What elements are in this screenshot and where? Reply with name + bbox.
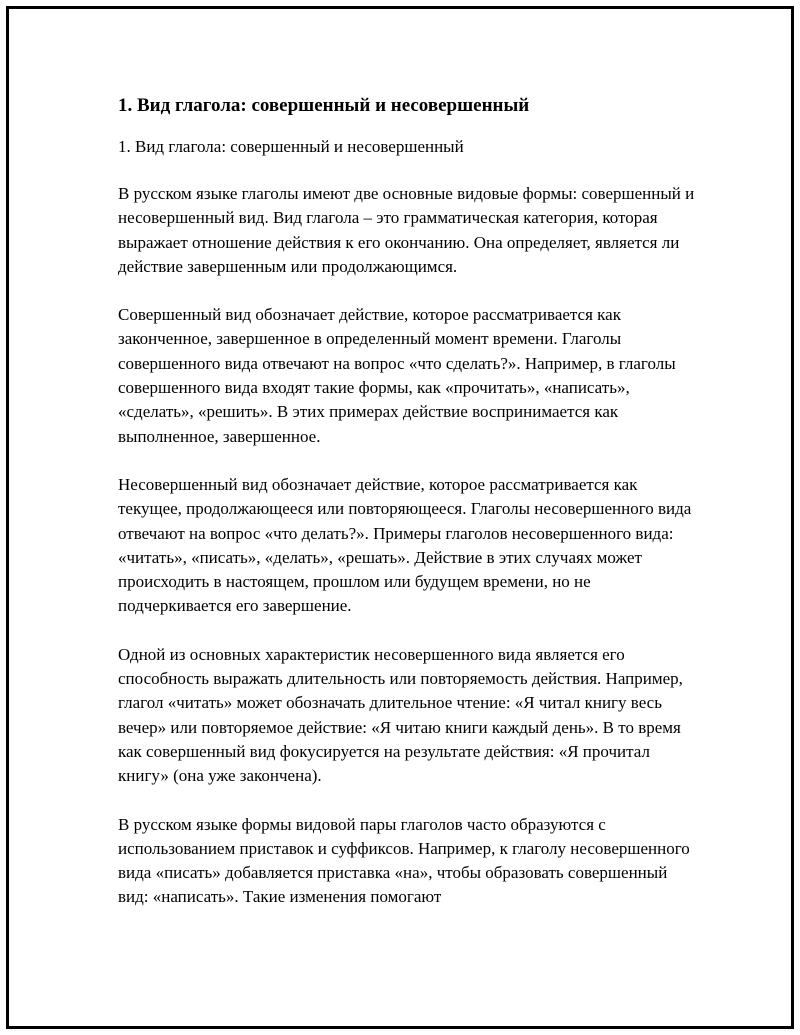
paragraph-4: Одной из основных характеристик несовершенного вида является его способность выражать длительность или повторяемость действия. Например, глагол «читать» может обозначать длительное чтение: «Я читал книгу весь вечер» или повторяемое действие: «Я читаю книги каждый день». В то время как совершенный вид фокусируется на результате действия: «Я прочитал книгу» (она уже закончена). xyxy=(118,644,683,786)
paragraph-3: Несовершенный вид обозначает действие, которое рассматривается как текущее, продолжающееся или повторяющееся. Глаголы несовершенного вида отвечают на вопрос «что делать?». Примеры глаголов несовершенного вида: «читать», «писать», «делать», «решать». Действие в этих случаях может происходить в настоящем, прошлом или будущем времени, но не подчеркивается его завершение. xyxy=(118,474,692,616)
section-subtitle: 1. Вид глагола: совершенный и несовершенный xyxy=(118,137,464,156)
paragraph-1: В русском языке глаголы имеют две основные видовые формы: совершенный и несовершенный вид. Вид глагола – это грамматическая категория, которая выражает отношение действия к его окончанию. Она определяет, является ли действие завершенным или продолжающимся. xyxy=(118,184,695,276)
paragraph-5: В русском языке формы видовой пары глаголов часто образуются с использованием приставок и суффиксов. Например, к глаголу несовершенного вида «писать» добавляется приставка «на», чтобы образовать совершенный вид: «написать». Такие изменения помогают xyxy=(118,814,690,907)
paragraph-2: Совершенный вид обозначает действие, которое рассматривается как законченное, завершенное в определенный момент времени. Глаголы совершенного вида отвечают на вопрос «что сделать?». Например, в глаголы совершенного вида входят такие формы, как «прочитать», «написать», «сделать», «решить». В этих примерах действие воспринимается как выполненное, завершенное. xyxy=(118,305,676,446)
document-heading: 1. Вид глагола: совершенный и несовершенный xyxy=(118,95,530,116)
document-body xyxy=(118,94,698,934)
